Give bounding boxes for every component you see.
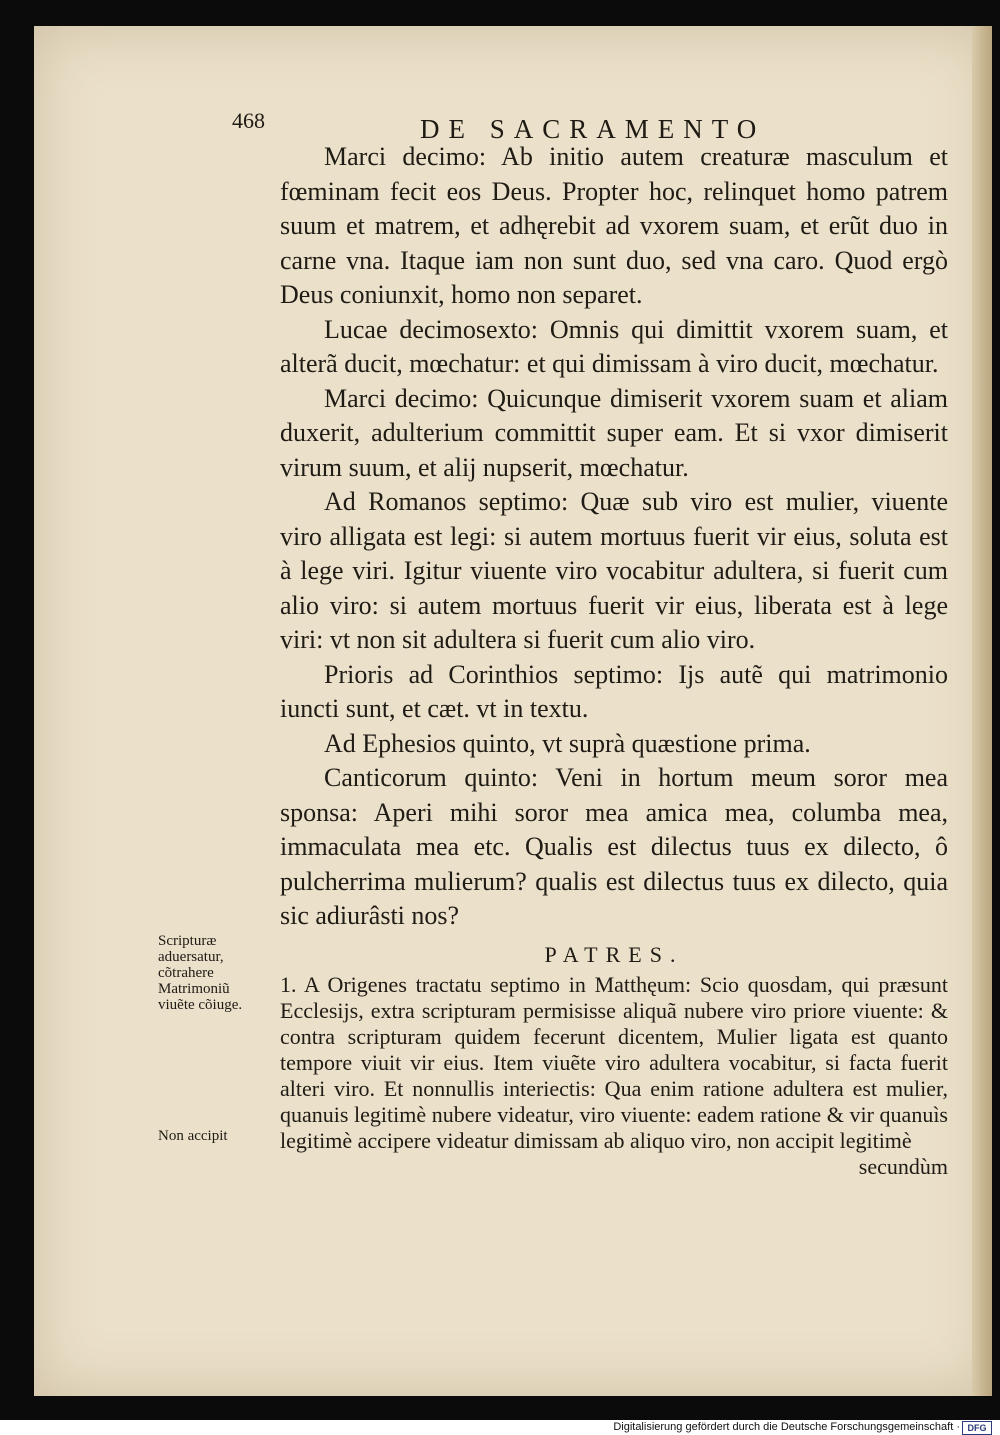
footer-credit: Digitalisierung gefördert durch die Deutsche Forschungsgemeinschaft · (613, 1421, 960, 1433)
paragraph-romanos: Ad Romanos septimo: Quæ sub viro est mulier, viuente viro alligata est legi: si autem mortuus fuerit vir eius, soluta est à lege viri. Igitur viuente viro vocabitur adultera, si fuerit cum alio viro: si autem mortuus fuerit vir eius, liberata est à lege viri: vt non sit adultera si fuerit cum alio viro. (280, 487, 948, 654)
main-text-column (280, 140, 948, 1180)
patres-section (280, 972, 948, 1180)
dfg-logo-icon: DFG (962, 1421, 992, 1435)
paragraph-marci-1: Marci decimo: Ab initio autem creaturæ masculum et fœminam fecit eos Deus. Propter hoc, relinquet homo patrem suum et matrem, et adhęrebit ad vxorem suam, et erũt duo in carne vna. Itaque iam non sunt duo, sed vna caro. Quod ergò Deus coniunxit, homo non separet. (280, 142, 948, 309)
margin-note: Non accipit (158, 1128, 228, 1144)
paragraph-corinthios: Prioris ad Corinthios septimo: Ijs autẽ qui matrimonio iuncti sunt, et cæt. vt in textu. (280, 659, 948, 723)
paragraph-origenes: 1. A Origenes tractatu septimo in Matthęum: Scio quosdam, qui præsunt Ecclesijs, extra scripturam permisisse aliquã nubere viro priore viuente: & contra scripturam quidem fecerunt dicentem, Mulier ligata est quanto tempore viuit vir eius. Item viuẽte viro adultera vocabitur, si facta fuerit alteri viro. Et nonnullis interiectis: Qua enim ratione adultera est mulier, quanuis legitimè nubere videatur, viro viuente: eadem ratione & vir quanuìs legitimè accipere videatur dimissam ab aliquo viro, non accipit legitimè (280, 971, 948, 1153)
page-number: 468 (232, 108, 265, 133)
paragraph-ephesios: Ad Ephesios quinto, vt suprà quæstione prima. (324, 728, 811, 758)
paragraph-marci-2: Marci decimo: Quicunque dimiserit vxorem suam et aliam duxerit, adulterium committit super eam. Et si vxor dimiserit virum suum, et alij nupserit, mœchatur. (280, 383, 948, 482)
paragraph-lucae: Lucae decimosexto: Omnis qui dimittit vxorem suam, et alterã ducit, mœchatur: et qui dimissam à viro ducit, mœchatur. (280, 314, 948, 378)
margin-note: Scripturæ aduersatur, cõtrahere Matrimoniũ viuẽte cõiuge. (158, 933, 243, 1013)
catchword: secundùm (858, 1153, 948, 1179)
running-title: DE SACRAMENTO (420, 114, 766, 144)
paragraph-canticorum: Canticorum quinto: Veni in hortum meum soror mea sponsa: Aperi mihi soror mea amica mea, columba mea, immaculata mea etc. Qualis est dilectus tuus ex dilecto, ô pulcherrima mulierum? qualis est dilectus tuus ex dilecto, quia sic adiurâsti nos? (280, 763, 948, 930)
page-edge (972, 26, 992, 1396)
section-heading: PATRES. (544, 941, 684, 967)
footer-bar (0, 1420, 1000, 1435)
